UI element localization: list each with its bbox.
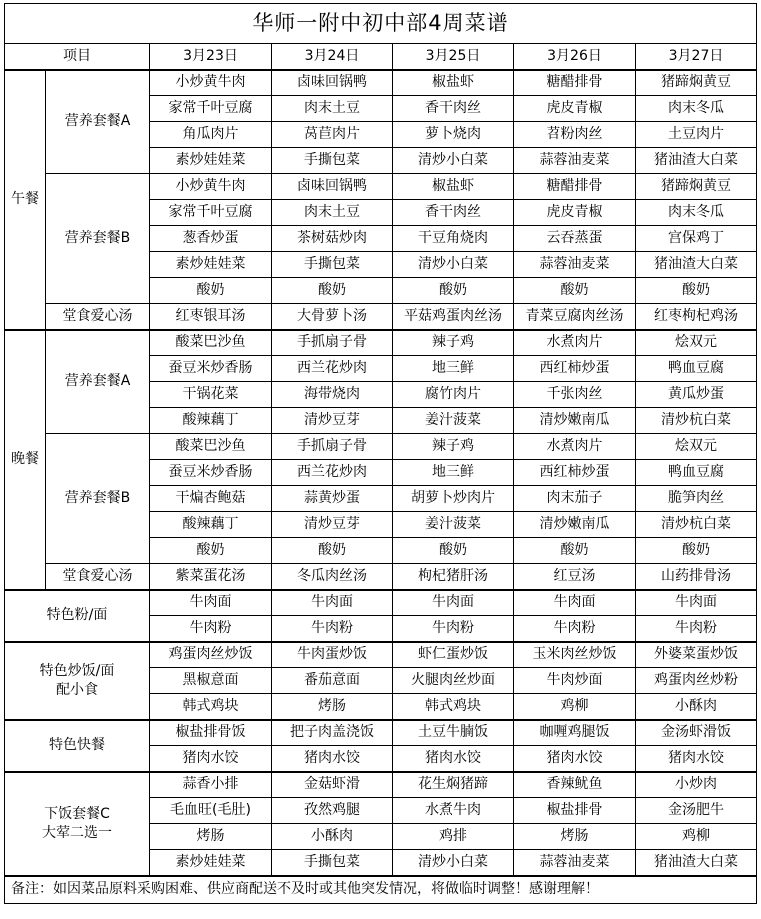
dish-cell: 糖醋排骨 — [514, 174, 636, 200]
dish-cell: 猪肉水饺 — [393, 746, 514, 772]
menu-table — [4, 3, 757, 904]
dish-cell: 外婆菜蛋炒饭 — [636, 642, 757, 668]
dish-cell: 猪肉水饺 — [514, 746, 636, 772]
dish-cell: 地三鲜 — [393, 356, 514, 382]
dish-cell: 孜然鸡腿 — [272, 798, 393, 824]
dish-cell: 牛肉蛋炒饭 — [272, 642, 393, 668]
dish-cell: 鸡柳 — [636, 824, 757, 850]
dish-cell: 手抓扇子骨 — [272, 330, 393, 356]
dish-cell: 土豆肉片 — [636, 122, 757, 148]
dish-cell: 牛肉面 — [272, 590, 393, 616]
dish-cell: 牛肉粉 — [150, 616, 272, 642]
dish-cell: 水煮肉片 — [514, 330, 636, 356]
dish-cell: 紫菜蛋花汤 — [150, 564, 272, 590]
dish-cell: 牛肉粉 — [272, 616, 393, 642]
header-date: 3月26日 — [514, 44, 636, 70]
dish-cell: 猪油渣大白菜 — [636, 148, 757, 174]
dish-cell: 西红柿炒蛋 — [514, 356, 636, 382]
special-row — [5, 772, 757, 798]
dish-cell: 清炒嫩南瓜 — [514, 408, 636, 434]
dish-cell: 水煮牛肉 — [393, 798, 514, 824]
header-date: 3月27日 — [636, 44, 757, 70]
menu-row — [5, 434, 757, 460]
menu-row — [5, 330, 757, 356]
dish-cell: 猪油渣大白菜 — [636, 850, 757, 876]
dish-cell: 鸭血豆腐 — [636, 460, 757, 486]
dish-cell: 地三鲜 — [393, 460, 514, 486]
dish-cell: 酸奶 — [150, 538, 272, 564]
dish-cell: 葱香炒蛋 — [150, 226, 272, 252]
dish-cell: 西兰花炒肉 — [272, 356, 393, 382]
dish-cell: 脆笋肉丝 — [636, 486, 757, 512]
dish-cell: 腐竹肉片 — [393, 382, 514, 408]
dish-cell: 酸奶 — [636, 278, 757, 304]
dish-cell: 蒜香小排 — [150, 772, 272, 798]
title-row — [5, 4, 757, 44]
dish-cell: 酸奶 — [272, 538, 393, 564]
dish-cell: 烩双元 — [636, 434, 757, 460]
dish-cell: 牛肉面 — [393, 590, 514, 616]
set-label: 营养套餐B — [46, 434, 150, 564]
dish-cell: 椒盐虾 — [393, 174, 514, 200]
dish-cell: 金菇虾滑 — [272, 772, 393, 798]
dish-cell: 清炒豆芽 — [272, 408, 393, 434]
dish-cell: 虎皮青椒 — [514, 96, 636, 122]
dish-cell: 猪肉水饺 — [272, 746, 393, 772]
dish-cell: 青菜豆腐肉丝汤 — [514, 304, 636, 330]
dish-cell: 蚕豆米炒香肠 — [150, 460, 272, 486]
dish-cell: 清炒嫩南瓜 — [514, 512, 636, 538]
dish-cell: 肉末土豆 — [272, 96, 393, 122]
dish-cell: 酸辣藕丁 — [150, 512, 272, 538]
dish-cell: 牛肉面 — [514, 590, 636, 616]
meal-label: 晚餐 — [5, 330, 46, 590]
dish-cell: 大骨萝卜汤 — [272, 304, 393, 330]
dish-cell: 清炒杭白菜 — [636, 408, 757, 434]
dish-cell: 海带烧肉 — [272, 382, 393, 408]
set-label: 营养套餐B — [46, 174, 150, 304]
dish-cell: 牛肉面 — [636, 590, 757, 616]
special-label: 下饭套餐C 大荤二选一 — [5, 772, 150, 876]
dish-cell: 清炒小白菜 — [393, 850, 514, 876]
dish-cell: 虾仁蛋炒饭 — [393, 642, 514, 668]
dish-cell: 枸杞猪肝汤 — [393, 564, 514, 590]
dish-cell: 咖喱鸡腿饭 — [514, 720, 636, 746]
dish-cell: 糖醋排骨 — [514, 70, 636, 96]
dish-cell: 毛血旺(毛肚) — [150, 798, 272, 824]
dish-cell: 干豆角烧肉 — [393, 226, 514, 252]
dish-cell: 清炒杭白菜 — [636, 512, 757, 538]
menu-row — [5, 174, 757, 200]
dish-cell: 酸辣藕丁 — [150, 408, 272, 434]
dish-cell: 鸡蛋肉丝炒粉 — [636, 668, 757, 694]
dish-cell: 手撕包菜 — [272, 148, 393, 174]
dish-cell: 卤味回锅鸭 — [272, 70, 393, 96]
dish-cell: 宫保鸡丁 — [636, 226, 757, 252]
dish-cell: 牛肉粉 — [393, 616, 514, 642]
dish-cell: 辣子鸡 — [393, 330, 514, 356]
dish-cell: 萝卜烧肉 — [393, 122, 514, 148]
dish-cell: 干锅花菜 — [150, 382, 272, 408]
special-row — [5, 720, 757, 746]
dish-cell: 金汤肥牛 — [636, 798, 757, 824]
menu-row — [5, 304, 757, 330]
dish-cell: 鸡蛋肉丝炒饭 — [150, 642, 272, 668]
dish-cell: 烩双元 — [636, 330, 757, 356]
dish-cell: 胡萝卜炒肉片 — [393, 486, 514, 512]
dish-cell: 金汤虾滑饭 — [636, 720, 757, 746]
dish-cell: 素炒娃娃菜 — [150, 148, 272, 174]
dish-cell: 西兰花炒肉 — [272, 460, 393, 486]
dish-cell: 茶树菇炒肉 — [272, 226, 393, 252]
dish-cell: 姜汁菠菜 — [393, 408, 514, 434]
dish-cell: 肉末茄子 — [514, 486, 636, 512]
dish-cell: 虎皮青椒 — [514, 200, 636, 226]
dish-cell: 蒜黄炒蛋 — [272, 486, 393, 512]
special-label: 特色粉/面 — [5, 590, 150, 642]
dish-cell: 牛肉粉 — [636, 616, 757, 642]
dish-cell: 酸菜巴沙鱼 — [150, 434, 272, 460]
dish-cell: 酸菜巴沙鱼 — [150, 330, 272, 356]
note-text: 备注：如因菜品原料采购困难、供应商配送不及时或其他突发情况，将做临时调整！感谢理解！ — [5, 876, 757, 904]
dish-cell: 家常千叶豆腐 — [150, 96, 272, 122]
dish-cell: 牛肉炒面 — [514, 668, 636, 694]
dish-cell: 黄瓜炒蛋 — [636, 382, 757, 408]
dish-cell: 家常千叶豆腐 — [150, 200, 272, 226]
dish-cell: 红枣枸杞鸡汤 — [636, 304, 757, 330]
dish-cell: 肉末冬瓜 — [636, 200, 757, 226]
dish-cell: 酸奶 — [514, 538, 636, 564]
header-item-label: 项目 — [5, 44, 150, 70]
dish-cell: 香辣鱿鱼 — [514, 772, 636, 798]
dish-cell: 红枣银耳汤 — [150, 304, 272, 330]
dish-cell: 角瓜肉片 — [150, 122, 272, 148]
menu-title: 华师一附中初中部4周菜谱 — [5, 4, 757, 44]
special-row — [5, 590, 757, 616]
header-date: 3月24日 — [272, 44, 393, 70]
menu-sheet — [4, 3, 756, 904]
header-date: 3月25日 — [393, 44, 514, 70]
dish-cell: 鸡排 — [393, 824, 514, 850]
dish-cell: 手撕包菜 — [272, 252, 393, 278]
dish-cell: 苕粉肉丝 — [514, 122, 636, 148]
header-row — [5, 44, 757, 70]
dish-cell: 素炒娃娃菜 — [150, 252, 272, 278]
dish-cell: 鸡柳 — [514, 694, 636, 720]
dish-cell: 酸奶 — [393, 278, 514, 304]
dish-cell: 黑椒意面 — [150, 668, 272, 694]
dish-cell: 把子肉盖浇饭 — [272, 720, 393, 746]
special-row — [5, 642, 757, 668]
dish-cell: 烤肠 — [150, 824, 272, 850]
dish-cell: 姜汁菠菜 — [393, 512, 514, 538]
dish-cell: 小酥肉 — [272, 824, 393, 850]
dish-cell: 韩式鸡块 — [393, 694, 514, 720]
menu-row — [5, 564, 757, 590]
dish-cell: 烤肠 — [272, 694, 393, 720]
dish-cell: 牛肉面 — [150, 590, 272, 616]
note-row — [5, 876, 757, 904]
dish-cell: 山药排骨汤 — [636, 564, 757, 590]
dish-cell: 火腿肉丝炒面 — [393, 668, 514, 694]
dish-cell: 手抓扇子骨 — [272, 434, 393, 460]
dish-cell: 小炒黄牛肉 — [150, 174, 272, 200]
dish-cell: 蒜蓉油麦菜 — [514, 148, 636, 174]
set-label: 营养套餐A — [46, 70, 150, 174]
dish-cell: 小炒肉 — [636, 772, 757, 798]
dish-cell: 牛肉粉 — [514, 616, 636, 642]
dish-cell: 平菇鸡蛋肉丝汤 — [393, 304, 514, 330]
dish-cell: 素炒娃娃菜 — [150, 850, 272, 876]
special-label: 特色快餐 — [5, 720, 150, 772]
dish-cell: 猪蹄焖黄豆 — [636, 70, 757, 96]
dish-cell: 清炒小白菜 — [393, 252, 514, 278]
dish-cell: 莴苣肉片 — [272, 122, 393, 148]
meal-label: 午餐 — [5, 70, 46, 330]
dish-cell: 猪肉水饺 — [636, 746, 757, 772]
special-label: 特色炒饭/面 配小食 — [5, 642, 150, 720]
dish-cell: 酸奶 — [150, 278, 272, 304]
dish-cell: 干煸杏鲍菇 — [150, 486, 272, 512]
dish-cell: 酸奶 — [272, 278, 393, 304]
dish-cell: 猪油渣大白菜 — [636, 252, 757, 278]
dish-cell: 蒜蓉油麦菜 — [514, 252, 636, 278]
dish-cell: 番茄意面 — [272, 668, 393, 694]
dish-cell: 冬瓜肉丝汤 — [272, 564, 393, 590]
set-label: 堂食爱心汤 — [46, 564, 150, 590]
dish-cell: 酸奶 — [393, 538, 514, 564]
header-date: 3月23日 — [150, 44, 272, 70]
dish-cell: 玉米肉丝炒饭 — [514, 642, 636, 668]
dish-cell: 猪肉水饺 — [150, 746, 272, 772]
dish-cell: 卤味回锅鸭 — [272, 174, 393, 200]
dish-cell: 酸奶 — [636, 538, 757, 564]
set-label: 营养套餐A — [46, 330, 150, 434]
dish-cell: 酸奶 — [514, 278, 636, 304]
dish-cell: 肉末冬瓜 — [636, 96, 757, 122]
dish-cell: 椒盐排骨饭 — [150, 720, 272, 746]
set-label: 堂食爱心汤 — [46, 304, 150, 330]
dish-cell: 辣子鸡 — [393, 434, 514, 460]
dish-cell: 水煮肉片 — [514, 434, 636, 460]
dish-cell: 小炒黄牛肉 — [150, 70, 272, 96]
dish-cell: 香干肉丝 — [393, 96, 514, 122]
dish-cell: 手撕包菜 — [272, 850, 393, 876]
dish-cell: 土豆牛腩饭 — [393, 720, 514, 746]
dish-cell: 蒜蓉油麦菜 — [514, 850, 636, 876]
menu-row — [5, 70, 757, 96]
dish-cell: 椒盐排骨 — [514, 798, 636, 824]
dish-cell: 千张肉丝 — [514, 382, 636, 408]
dish-cell: 花生焖猪蹄 — [393, 772, 514, 798]
dish-cell: 猪蹄焖黄豆 — [636, 174, 757, 200]
dish-cell: 西红柿炒蛋 — [514, 460, 636, 486]
dish-cell: 肉末土豆 — [272, 200, 393, 226]
dish-cell: 小酥肉 — [636, 694, 757, 720]
dish-cell: 椒盐虾 — [393, 70, 514, 96]
dish-cell: 香干肉丝 — [393, 200, 514, 226]
dish-cell: 鸭血豆腐 — [636, 356, 757, 382]
dish-cell: 红豆汤 — [514, 564, 636, 590]
dish-cell: 烤肠 — [514, 824, 636, 850]
dish-cell: 蚕豆米炒香肠 — [150, 356, 272, 382]
dish-cell: 韩式鸡块 — [150, 694, 272, 720]
dish-cell: 清炒小白菜 — [393, 148, 514, 174]
dish-cell: 清炒豆芽 — [272, 512, 393, 538]
dish-cell: 云吞蒸蛋 — [514, 226, 636, 252]
